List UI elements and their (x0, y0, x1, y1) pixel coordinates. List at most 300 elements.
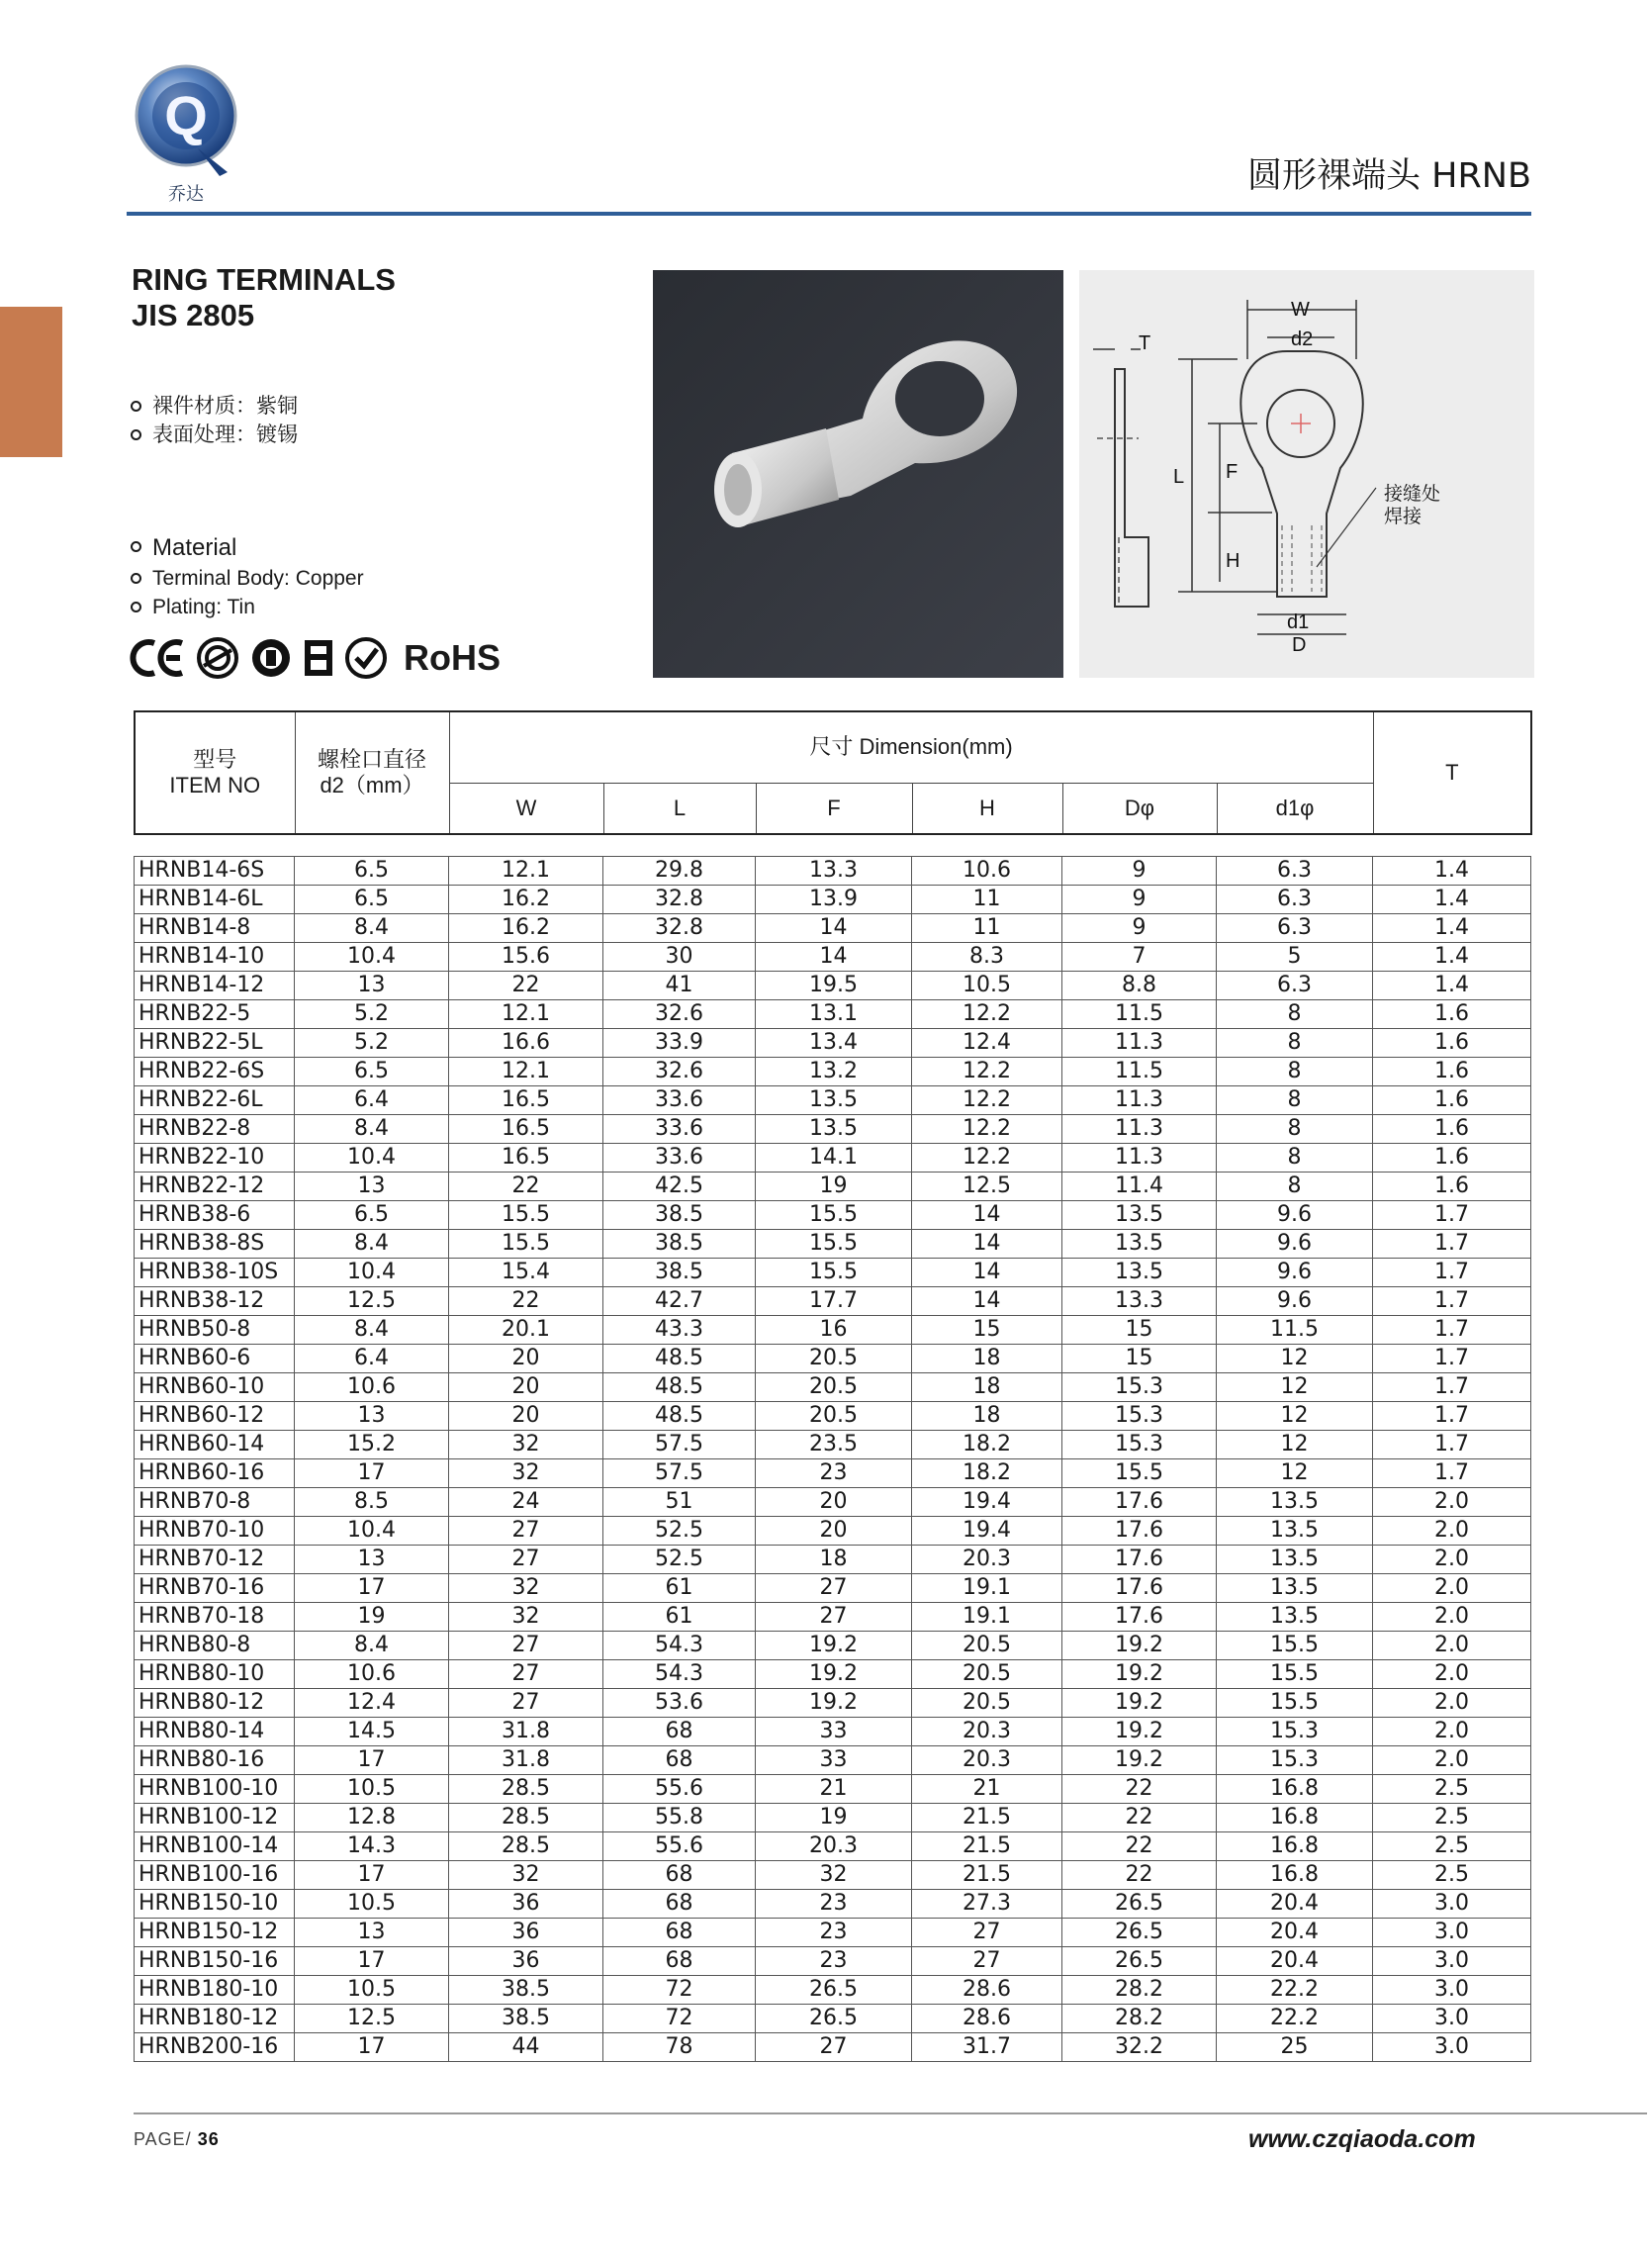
table-cell: 19.5 (756, 972, 912, 1000)
item-no-cell: HRNB14-8 (135, 914, 295, 943)
item-no-cell: HRNB100-12 (135, 1804, 295, 1832)
table-cell: 14 (912, 1287, 1062, 1316)
table-cell: 12 (1217, 1402, 1373, 1431)
item-no-cell: HRNB38-10S (135, 1259, 295, 1287)
col-header-f: F (756, 783, 912, 834)
table-cell: 32 (449, 1603, 603, 1632)
table-cell: 9.6 (1217, 1287, 1373, 1316)
table-cell: 30 (603, 943, 756, 972)
table-cell: 1.7 (1373, 1373, 1531, 1402)
table-cell: 6.5 (295, 886, 449, 914)
table-cell: 11 (912, 886, 1062, 914)
table-cell: 18.2 (912, 1459, 1062, 1488)
table-cell: 19.2 (756, 1660, 912, 1689)
table-row (135, 1431, 1531, 1459)
table-row (135, 1947, 1531, 1976)
table-cell: 8 (1217, 1029, 1373, 1058)
item-no-cell: HRNB150-12 (135, 1919, 295, 1947)
page-indicator (134, 2129, 220, 2150)
table-row (135, 1890, 1531, 1919)
table-cell: 13.5 (1062, 1201, 1217, 1230)
table-cell: 20 (449, 1402, 603, 1431)
table-cell: 9 (1062, 886, 1217, 914)
table-cell: 23.5 (756, 1431, 912, 1459)
table-cell: 5.2 (295, 1029, 449, 1058)
table-cell: 22 (1062, 1804, 1217, 1832)
table-cell: 21 (912, 1775, 1062, 1804)
table-cell: 10.6 (295, 1373, 449, 1402)
table-cell: 13.5 (1217, 1603, 1373, 1632)
table-cell: 52.5 (603, 1517, 756, 1546)
cn-spec-item: 裸件材质：紫铜 (131, 392, 298, 421)
en-spec-item: Plating: Tin (131, 593, 364, 621)
table-cell: 12.5 (295, 2005, 449, 2033)
table-cell: 16.5 (449, 1086, 603, 1115)
sgs-mark-icon (249, 636, 293, 680)
table-cell: 20.3 (912, 1718, 1062, 1746)
col-header-t: T (1373, 711, 1531, 834)
table-cell: 33.6 (603, 1144, 756, 1173)
table-cell: 2.0 (1373, 1660, 1531, 1689)
table-row (135, 1632, 1531, 1660)
table-cell: 1.7 (1373, 1316, 1531, 1345)
table-cell: 68 (603, 1890, 756, 1919)
table-cell: 6.5 (295, 857, 449, 886)
product-title-line2: JIS 2805 (132, 298, 255, 332)
table-row (135, 972, 1531, 1000)
item-no-cell: HRNB70-10 (135, 1517, 295, 1546)
table-row (135, 1000, 1531, 1029)
table-cell: 28.2 (1062, 1976, 1217, 2005)
table-cell: 13 (295, 1402, 449, 1431)
table-cell: 19.2 (1062, 1689, 1217, 1718)
col-header-l: L (603, 783, 756, 834)
table-cell: 13.5 (1217, 1574, 1373, 1603)
table-cell: 15.5 (449, 1201, 603, 1230)
cn-spec-list (131, 392, 298, 449)
table-cell: 52.5 (603, 1546, 756, 1574)
table-row (135, 1402, 1531, 1431)
table-cell: 14 (912, 1259, 1062, 1287)
table-row (135, 1259, 1531, 1287)
table-cell: 1.6 (1373, 1000, 1531, 1029)
item-no-cell: HRNB14-10 (135, 943, 295, 972)
section-tab (0, 307, 62, 457)
table-cell: 36 (449, 1919, 603, 1947)
table-cell: 42.7 (603, 1287, 756, 1316)
table-cell: 28.6 (912, 1976, 1062, 2005)
table-cell: 15 (1062, 1316, 1217, 1345)
col-header-dimension-group: 尺寸 Dimension(mm) (449, 711, 1373, 783)
table-cell: 2.0 (1373, 1746, 1531, 1775)
table-cell: 13.1 (756, 1000, 912, 1029)
table-cell: 10.5 (295, 1976, 449, 2005)
table-cell: 20.5 (912, 1660, 1062, 1689)
table-cell: 20 (449, 1345, 603, 1373)
table-cell: 8.3 (912, 943, 1062, 972)
table-cell: 33.6 (603, 1115, 756, 1144)
table-cell: 12.5 (912, 1173, 1062, 1201)
table-cell: 8 (1217, 1086, 1373, 1115)
table-cell: 28.5 (449, 1804, 603, 1832)
table-cell: 14.5 (295, 1718, 449, 1746)
table-cell: 27 (449, 1632, 603, 1660)
dim-label-l: L (1173, 466, 1185, 488)
table-cell: 19.4 (912, 1488, 1062, 1517)
table-cell: 48.5 (603, 1373, 756, 1402)
table-cell: 20.1 (449, 1316, 603, 1345)
table-cell: 36 (449, 1947, 603, 1976)
item-no-cell: HRNB70-12 (135, 1546, 295, 1574)
table-cell: 1.4 (1373, 886, 1531, 914)
table-cell: 17 (295, 2033, 449, 2062)
table-cell: 18 (912, 1345, 1062, 1373)
table-cell: 15.5 (1217, 1632, 1373, 1660)
table-cell: 2.5 (1373, 1804, 1531, 1832)
table-cell: 11.4 (1062, 1173, 1217, 1201)
table-row (135, 886, 1531, 914)
table-cell: 1.6 (1373, 1086, 1531, 1115)
item-no-cell: HRNB70-18 (135, 1603, 295, 1632)
table-row (135, 1144, 1531, 1173)
table-cell: 2.0 (1373, 1488, 1531, 1517)
logo-caption: 乔达 (168, 184, 204, 205)
table-cell: 8.4 (295, 1230, 449, 1259)
spec-table-body (134, 856, 1531, 2062)
table-cell: 15.3 (1217, 1746, 1373, 1775)
en-spec-heading: Material (131, 532, 364, 564)
cn-spec-item: 表面处理：镀锡 (131, 421, 298, 449)
table-cell: 14.1 (756, 1144, 912, 1173)
item-no-cell: HRNB70-8 (135, 1488, 295, 1517)
table-cell: 20.4 (1217, 1890, 1373, 1919)
table-cell: 6.3 (1217, 857, 1373, 886)
table-cell: 13.5 (1062, 1230, 1217, 1259)
table-cell: 19.2 (756, 1689, 912, 1718)
table-cell: 19.1 (912, 1603, 1062, 1632)
item-no-cell: HRNB60-10 (135, 1373, 295, 1402)
table-cell: 3.0 (1373, 1976, 1531, 2005)
table-cell: 68 (603, 1746, 756, 1775)
table-cell: 15.5 (449, 1230, 603, 1259)
item-no-cell: HRNB100-10 (135, 1775, 295, 1804)
table-cell: 24 (449, 1488, 603, 1517)
table-cell: 12 (1217, 1459, 1373, 1488)
table-cell: 19.2 (1062, 1746, 1217, 1775)
table-cell: 27 (449, 1689, 603, 1718)
table-row (135, 1058, 1531, 1086)
table-cell: 1.4 (1373, 972, 1531, 1000)
table-cell: 1.7 (1373, 1345, 1531, 1373)
table-row (135, 1173, 1531, 1201)
item-no-cell: HRNB14-6S (135, 857, 295, 886)
table-cell: 3.0 (1373, 1890, 1531, 1919)
table-cell: 12.5 (295, 1287, 449, 1316)
item-no-cell: HRNB22-6S (135, 1058, 295, 1086)
col-header-model-cn: 型号 (193, 747, 237, 772)
item-no-cell: HRNB60-16 (135, 1459, 295, 1488)
table-cell: 28.5 (449, 1832, 603, 1861)
en-spec-item: Terminal Body: Copper (131, 564, 364, 593)
table-row (135, 2033, 1531, 2062)
table-cell: 21 (756, 1775, 912, 1804)
table-row (135, 1574, 1531, 1603)
table-cell: 15.3 (1062, 1373, 1217, 1402)
table-cell: 29.8 (603, 857, 756, 886)
table-cell: 16.2 (449, 886, 603, 914)
table-row (135, 914, 1531, 943)
item-no-cell: HRNB100-14 (135, 1832, 295, 1861)
table-cell: 33 (756, 1746, 912, 1775)
footer-divider (134, 2112, 1647, 2114)
table-row (135, 1029, 1531, 1058)
table-cell: 22 (1062, 1832, 1217, 1861)
table-cell: 41 (603, 972, 756, 1000)
table-cell: 16.5 (449, 1144, 603, 1173)
spec-table-header (134, 710, 1530, 835)
table-cell: 19 (756, 1804, 912, 1832)
table-cell: 17 (295, 1861, 449, 1890)
table-cell: 8.8 (1062, 972, 1217, 1000)
dim-label-h: H (1226, 550, 1240, 572)
col-header-d1: d1φ (1217, 783, 1373, 834)
col-header-model-en: ITEM NO (169, 773, 261, 798)
item-no-cell: HRNB60-6 (135, 1345, 295, 1373)
item-no-cell: HRNB100-16 (135, 1861, 295, 1890)
page-number: 36 (197, 2129, 220, 2149)
table-cell: 32 (449, 1459, 603, 1488)
table-cell: 8 (1217, 1058, 1373, 1086)
table-cell: 26.5 (756, 1976, 912, 2005)
table-cell: 11.5 (1062, 1000, 1217, 1029)
table-cell: 17.7 (756, 1287, 912, 1316)
table-cell: 22 (449, 1287, 603, 1316)
table-row (135, 1373, 1531, 1402)
table-cell: 11.3 (1062, 1115, 1217, 1144)
table-cell: 7 (1062, 943, 1217, 972)
table-cell: 13.5 (756, 1086, 912, 1115)
table-cell: 57.5 (603, 1459, 756, 1488)
table-cell: 17 (295, 1947, 449, 1976)
table-cell: 72 (603, 2005, 756, 2033)
table-row (135, 1459, 1531, 1488)
table-cell: 9 (1062, 857, 1217, 886)
table-cell: 12.2 (912, 1115, 1062, 1144)
table-cell: 9 (1062, 914, 1217, 943)
table-row (135, 1546, 1531, 1574)
table-cell: 48.5 (603, 1345, 756, 1373)
table-row (135, 1115, 1531, 1144)
item-no-cell: HRNB60-12 (135, 1402, 295, 1431)
table-cell: 61 (603, 1574, 756, 1603)
table-row (135, 1230, 1531, 1259)
col-header-model (135, 711, 295, 834)
table-cell: 13.2 (756, 1058, 912, 1086)
table-row (135, 1660, 1531, 1689)
table-cell: 20 (449, 1373, 603, 1402)
item-no-cell: HRNB180-10 (135, 1976, 295, 2005)
table-cell: 15.5 (1217, 1689, 1373, 1718)
table-cell: 1.6 (1373, 1144, 1531, 1173)
table-cell: 44 (449, 2033, 603, 2062)
col-header-bolt (295, 711, 449, 834)
table-cell: 61 (603, 1603, 756, 1632)
table-cell: 21.5 (912, 1861, 1062, 1890)
table-cell: 13.5 (1217, 1517, 1373, 1546)
table-cell: 10.4 (295, 943, 449, 972)
item-no-cell: HRNB60-14 (135, 1431, 295, 1459)
table-cell: 32.6 (603, 1000, 756, 1029)
table-cell: 22 (1062, 1775, 1217, 1804)
table-cell: 51 (603, 1488, 756, 1517)
table-cell: 15 (912, 1316, 1062, 1345)
item-no-cell: HRNB22-8 (135, 1115, 295, 1144)
dim-label-w: W (1291, 299, 1310, 321)
table-cell: 12 (1217, 1431, 1373, 1459)
table-cell: 22.2 (1217, 2005, 1373, 2033)
table-cell: 2.5 (1373, 1861, 1531, 1890)
table-cell: 8 (1217, 1173, 1373, 1201)
table-cell: 2.0 (1373, 1632, 1531, 1660)
table-cell: 10.5 (295, 1890, 449, 1919)
table-cell: 32.6 (603, 1058, 756, 1086)
item-no-cell: HRNB150-10 (135, 1890, 295, 1919)
table-cell: 16.8 (1217, 1804, 1373, 1832)
table-cell: 3.0 (1373, 1947, 1531, 1976)
table-cell: 68 (603, 1919, 756, 1947)
table-cell: 13.5 (1062, 1259, 1217, 1287)
table-cell: 8.4 (295, 1632, 449, 1660)
table-cell: 16 (756, 1316, 912, 1345)
table-cell: 25 (1217, 2033, 1373, 2062)
table-cell: 1.4 (1373, 943, 1531, 972)
table-cell: 15.5 (756, 1259, 912, 1287)
table-cell: 13.5 (1217, 1488, 1373, 1517)
table-cell: 14 (912, 1201, 1062, 1230)
table-row (135, 1718, 1531, 1746)
table-cell: 15 (1062, 1345, 1217, 1373)
table-cell: 28.2 (1062, 2005, 1217, 2033)
table-cell: 1.4 (1373, 857, 1531, 886)
table-cell: 6.4 (295, 1345, 449, 1373)
table-cell: 18 (756, 1546, 912, 1574)
dim-label-d: D (1292, 634, 1307, 656)
table-cell: 55.6 (603, 1775, 756, 1804)
table-cell: 18 (912, 1402, 1062, 1431)
table-cell: 10.4 (295, 1259, 449, 1287)
item-no-cell: HRNB80-8 (135, 1632, 295, 1660)
table-cell: 26.5 (1062, 1890, 1217, 1919)
table-cell: 3.0 (1373, 1919, 1531, 1947)
certification-row (129, 633, 501, 683)
table-cell: 12.1 (449, 1000, 603, 1029)
table-row (135, 2005, 1531, 2033)
table-cell: 10.4 (295, 1517, 449, 1546)
page-label: PAGE/ (134, 2129, 192, 2149)
table-row (135, 1804, 1531, 1832)
table-cell: 15.3 (1217, 1718, 1373, 1746)
website-url: www.czqiaoda.com (1248, 2125, 1476, 2153)
page-title: 圆形裸端头 HRNB (1247, 156, 1531, 196)
table-cell: 20.5 (756, 1373, 912, 1402)
item-no-cell: HRNB150-16 (135, 1947, 295, 1976)
table-cell: 1.7 (1373, 1287, 1531, 1316)
table-row (135, 943, 1531, 972)
table-cell: 6.5 (295, 1058, 449, 1086)
table-cell: 20.5 (756, 1345, 912, 1373)
table-cell: 9.6 (1217, 1259, 1373, 1287)
table-row (135, 1488, 1531, 1517)
col-header-w: W (449, 783, 603, 834)
table-cell: 55.6 (603, 1832, 756, 1861)
table-cell: 78 (603, 2033, 756, 2062)
table-cell: 6.3 (1217, 972, 1373, 1000)
table-cell: 27 (756, 2033, 912, 2062)
table-cell: 16.8 (1217, 1775, 1373, 1804)
item-no-cell: HRNB38-6 (135, 1201, 295, 1230)
dim-label-d2: d2 (1291, 328, 1314, 350)
item-no-cell: HRNB22-5L (135, 1029, 295, 1058)
item-no-cell: HRNB180-12 (135, 2005, 295, 2033)
table-cell: 6.3 (1217, 886, 1373, 914)
table-cell: 17.6 (1062, 1488, 1217, 1517)
item-no-cell: HRNB38-8S (135, 1230, 295, 1259)
table-cell: 5 (1217, 943, 1373, 972)
table-cell: 1.6 (1373, 1029, 1531, 1058)
ce-mark-icon (129, 637, 186, 679)
table-cell: 14.3 (295, 1832, 449, 1861)
dim-label-t: T (1139, 332, 1151, 354)
table-cell: 10.6 (295, 1660, 449, 1689)
table-cell: 32.8 (603, 914, 756, 943)
table-cell: 68 (603, 1861, 756, 1890)
item-no-cell: HRNB80-16 (135, 1746, 295, 1775)
table-cell: 10.4 (295, 1144, 449, 1173)
rohs-label: RoHS (404, 637, 501, 678)
table-row (135, 1775, 1531, 1804)
table-cell: 12.2 (912, 1058, 1062, 1086)
table-row (135, 1201, 1531, 1230)
table-cell: 17 (295, 1746, 449, 1775)
item-no-cell: HRNB200-16 (135, 2033, 295, 2062)
table-cell: 54.3 (603, 1632, 756, 1660)
table-cell: 11.3 (1062, 1086, 1217, 1115)
table-cell: 27 (912, 1919, 1062, 1947)
table-cell: 21.5 (912, 1832, 1062, 1861)
table-cell: 14 (756, 943, 912, 972)
dim-label-f: F (1226, 461, 1239, 483)
table-cell: 10.5 (912, 972, 1062, 1000)
table-row (135, 1603, 1531, 1632)
col-header-bolt-en: d2（mm） (320, 773, 424, 798)
item-no-cell: HRNB14-6L (135, 886, 295, 914)
item-no-cell: HRNB80-12 (135, 1689, 295, 1718)
table-cell: 17.6 (1062, 1574, 1217, 1603)
table-cell: 32 (756, 1861, 912, 1890)
table-cell: 17.6 (1062, 1603, 1217, 1632)
table-cell: 13.3 (756, 857, 912, 886)
table-cell: 42.5 (603, 1173, 756, 1201)
item-no-cell: HRNB70-16 (135, 1574, 295, 1603)
table-cell: 23 (756, 1947, 912, 1976)
table-cell: 1.6 (1373, 1115, 1531, 1144)
table-cell: 55.8 (603, 1804, 756, 1832)
company-logo (129, 61, 247, 210)
header-divider (127, 212, 1531, 216)
cqc-mark-icon (196, 636, 239, 680)
table-row (135, 1689, 1531, 1718)
table-cell: 27 (449, 1546, 603, 1574)
